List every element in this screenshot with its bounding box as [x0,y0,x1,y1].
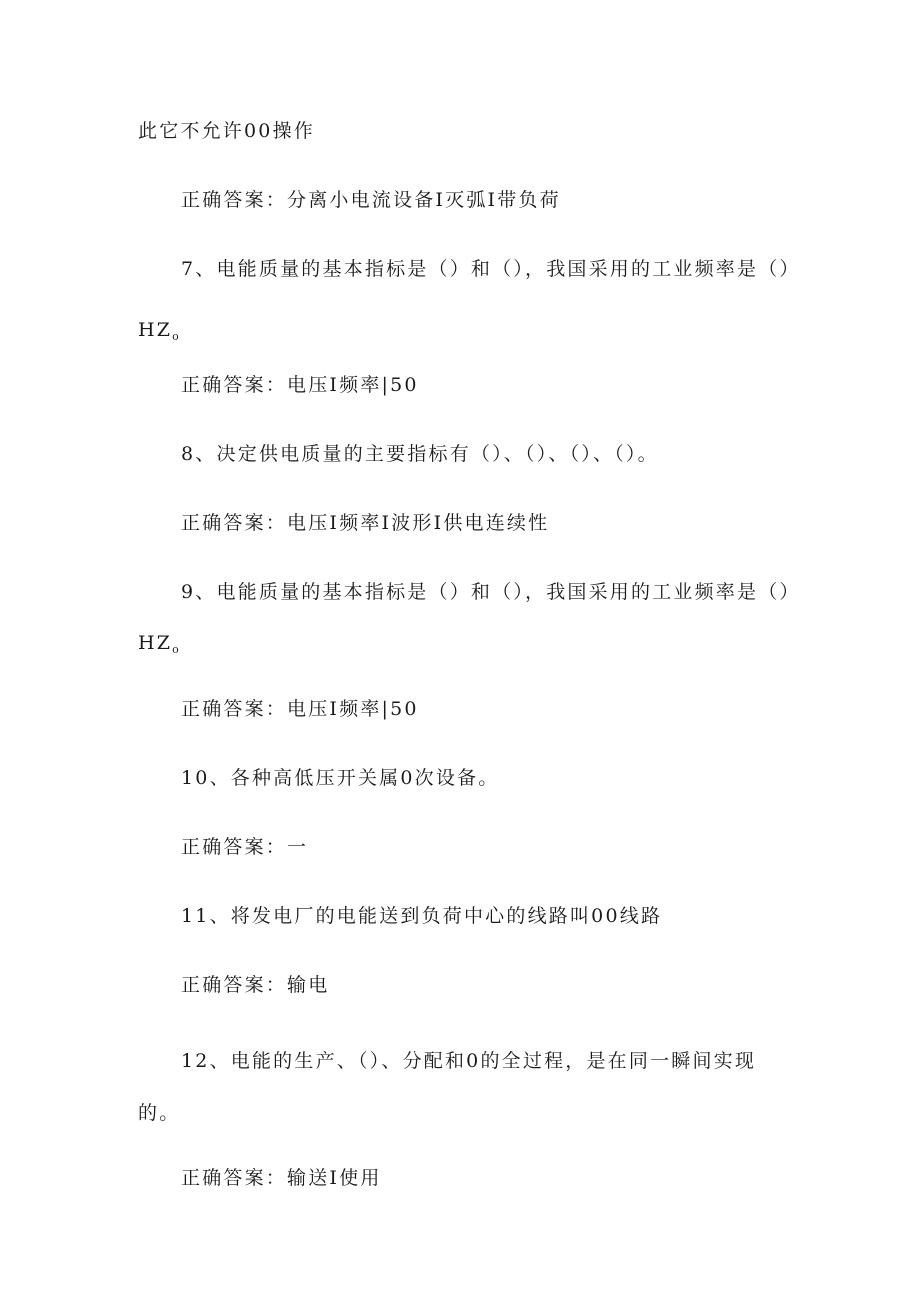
question-number: 11、 [181,905,231,927]
question-number: 8、 [181,443,217,465]
question-text: 电能质量的基本指标是（）和（），我国采用的工业频率是（） [216,258,801,280]
question-text: 此它不允许00操作 [138,120,315,142]
unit-subscript: o [172,330,179,343]
question-number: 9、 [181,581,217,603]
question-number: 10、 [181,767,231,789]
question-number: 7、 [181,258,217,280]
answer-text: 电压I频率|50 [287,374,419,396]
unit-text: HZ [138,319,173,341]
answer-text: 一 [287,836,309,858]
answer-label: 正确答案： [181,698,288,720]
question-12 [181,1049,756,1073]
answer-9 [181,697,419,721]
question-9 [181,580,801,604]
question-text-continuation: 的。 [138,1102,181,1124]
question-10 [181,766,499,790]
question-7-continuation [138,318,179,349]
unit-subscript: o [172,643,179,656]
answer-7 [181,373,419,397]
answer-text: 电压I频率I波形I供电连续性 [287,512,550,534]
question-text: 电能的生产、（）、分配和0的全过程，是在同一瞬间实现 [230,1050,757,1072]
unit-text: HZ [138,632,173,654]
question-text: 电能质量的基本指标是（）和（），我国采用的工业频率是（） [216,581,801,603]
question-8 [181,442,659,466]
question-7 [181,257,801,281]
answer-12 [181,1166,382,1190]
answer-text: 输送I使用 [287,1167,382,1189]
answer-label: 正确答案： [181,189,288,211]
answer-10 [181,835,308,859]
question-12-continuation [138,1101,180,1125]
question-9-continuation [138,631,179,662]
answer-label: 正确答案： [181,374,288,396]
answer-8 [181,511,549,535]
answer-text: 输电 [287,974,330,996]
answer-label: 正确答案： [181,974,288,996]
question-number: 12、 [181,1050,231,1072]
question-text: 将发电厂的电能送到负荷中心的线路叫00线路 [230,905,663,927]
answer-11 [181,973,329,997]
answer-label: 正确答案： [181,512,288,534]
answer-text: 电压I频率|50 [287,698,419,720]
question-11 [181,904,662,928]
question-text: 各种高低压开关属0次设备。 [230,767,500,789]
answer-6 [181,188,561,212]
answer-label: 正确答案： [181,836,288,858]
question-text: 决定供电质量的主要指标有（）、（）、（）、（）。 [216,443,659,465]
answer-text: 分离小电流设备I灭弧I带负荷 [287,189,561,211]
answer-label: 正确答案： [181,1167,288,1189]
question-6-continuation [138,119,315,143]
